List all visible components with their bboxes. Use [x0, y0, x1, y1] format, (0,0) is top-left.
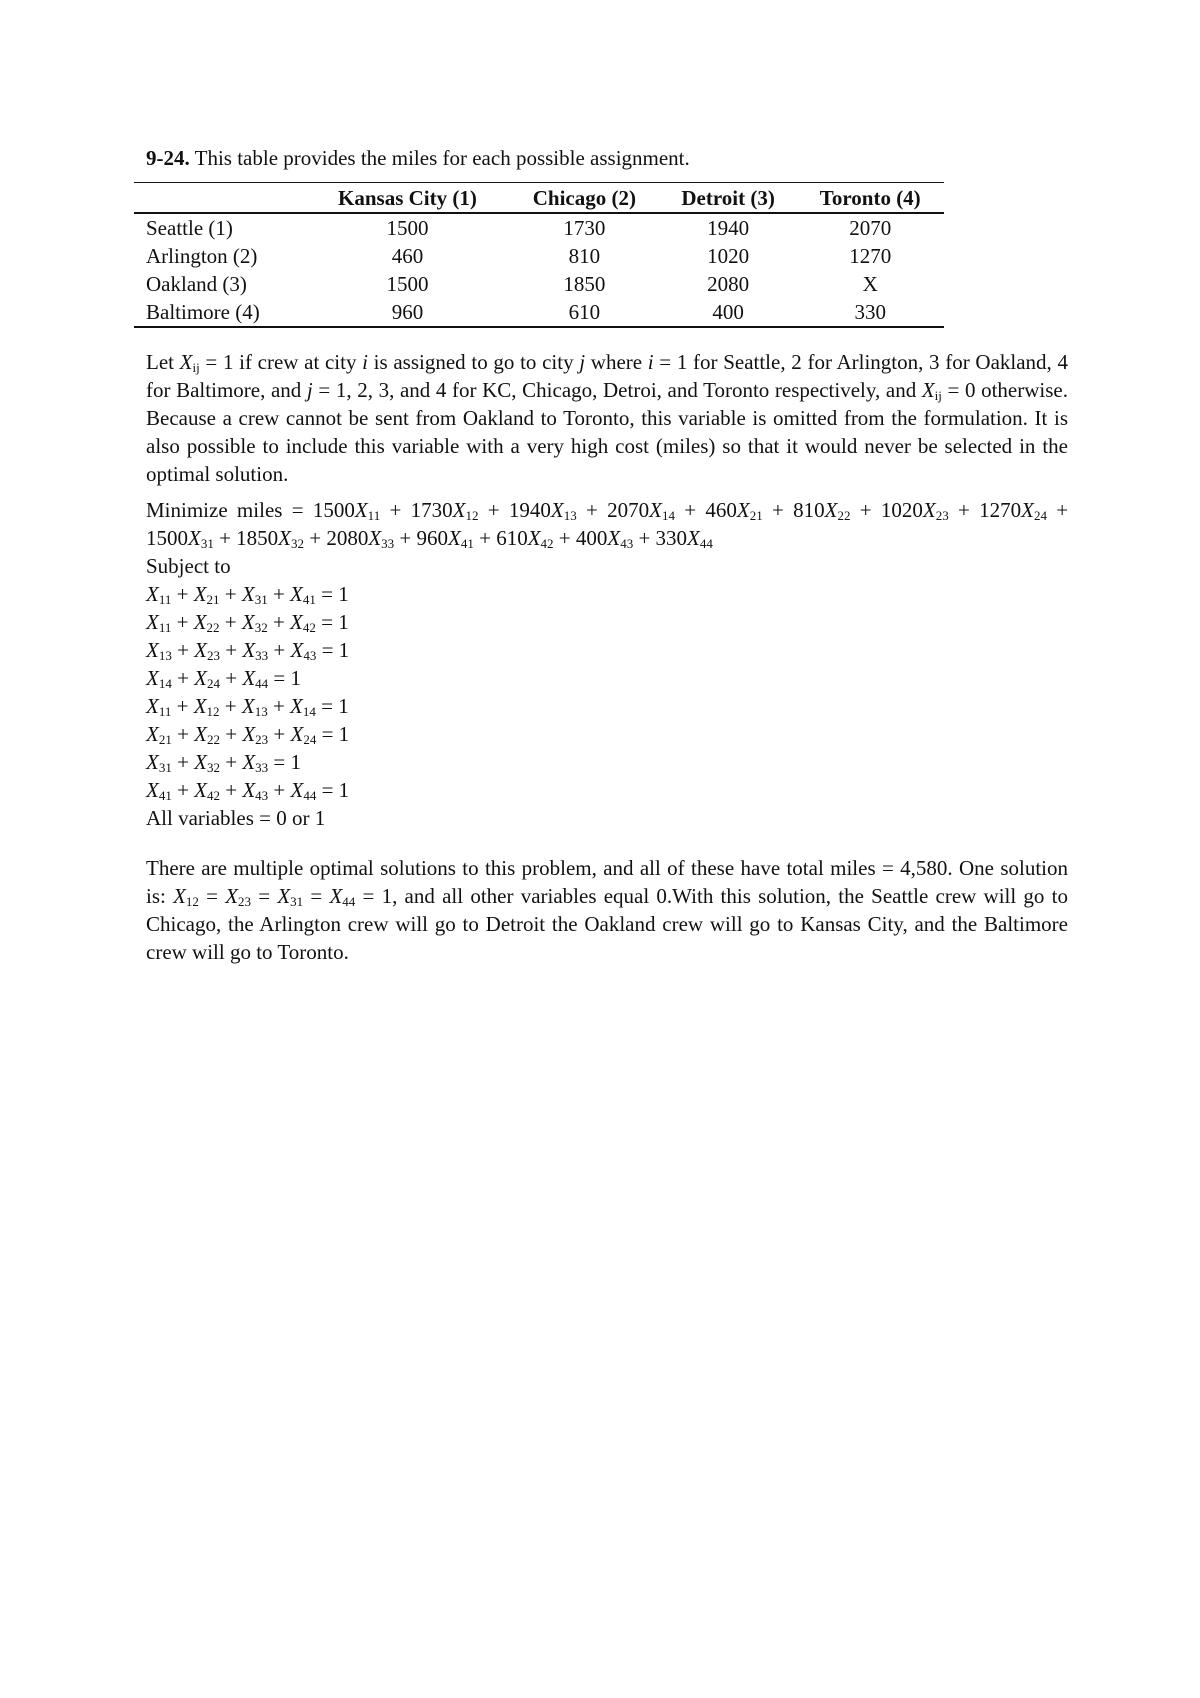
- plus-sign: +: [220, 722, 243, 746]
- variable-letter: X: [290, 778, 304, 802]
- variable-x: [290, 610, 316, 634]
- variable-definition: [146, 348, 1068, 488]
- variable-x: [194, 778, 220, 802]
- text-run: Let: [146, 350, 180, 374]
- text-run: = 1, and all other variables equal 0.With this solution, the Seattle crew will go to Chicago, the Arlington crew will go to Detroit the Oakland crew will go to Kansas City, and the Baltimore crew will go to Toronto.: [146, 884, 1068, 964]
- variable-x: [528, 526, 554, 550]
- term-coefficient: 610: [496, 526, 528, 550]
- table-cell: X: [862, 272, 878, 296]
- variable-subscript: 13: [158, 648, 172, 663]
- variable-x: [448, 526, 474, 550]
- variable-subscript: 24: [207, 676, 220, 691]
- plus-sign: +: [171, 666, 195, 690]
- variable-x: [923, 498, 949, 522]
- variable-letter: X: [290, 722, 304, 746]
- variable-subscript: ij: [934, 388, 942, 403]
- text-run: = 1, 2, 3, and 4 for KC, Chicago, Detroi, and Toronto respectively, and: [312, 378, 922, 402]
- variable-x: [146, 666, 172, 690]
- plus-sign: +: [171, 750, 195, 774]
- variable-letter: X: [242, 778, 256, 802]
- variable-x: [242, 582, 268, 606]
- plus-sign: +: [268, 638, 291, 662]
- constraint: [146, 664, 1068, 692]
- variable-letter: X: [193, 694, 207, 718]
- problem-number: 9-24.: [146, 146, 190, 170]
- constraints-block: [146, 552, 1068, 832]
- term-coefficient: 1730: [410, 498, 453, 522]
- variable-subscript: 14: [661, 508, 675, 523]
- variable-subscript: 13: [563, 508, 577, 523]
- plus-sign: +: [219, 582, 242, 606]
- variable-x: [368, 526, 394, 550]
- term-coefficient: 460: [705, 498, 737, 522]
- variable-x: [278, 526, 304, 550]
- variable-x: [453, 498, 479, 522]
- variable-subscript: 31: [200, 536, 214, 551]
- constraint: [146, 580, 1068, 608]
- plus-sign: +: [220, 750, 243, 774]
- plus-sign: +: [267, 694, 291, 718]
- subject-to-label: Subject to: [146, 554, 231, 578]
- variable-x: [194, 582, 220, 606]
- plus-sign: +: [633, 526, 656, 550]
- variable-subscript: 43: [255, 788, 269, 803]
- variable-subscript: 41: [158, 788, 172, 803]
- variable-letter: X: [607, 526, 621, 550]
- constraint-rhs: = 1: [316, 778, 350, 802]
- table-cell: 1020: [707, 244, 750, 268]
- plus-sign: +: [213, 526, 237, 550]
- variable-x: [355, 498, 380, 522]
- variable-subscript: 11: [367, 508, 381, 523]
- variable-subscript: 31: [158, 760, 172, 775]
- table-header-blank: [134, 183, 306, 214]
- variable-subscript: 21: [158, 732, 172, 747]
- document-page: [146, 144, 1068, 966]
- objective-term: [576, 526, 633, 550]
- table-row: [134, 270, 944, 298]
- variable-letter: X: [146, 722, 159, 746]
- plus-sign: +: [553, 526, 576, 550]
- variable-subscript: 41: [302, 592, 316, 607]
- variable-subscript: 42: [207, 788, 220, 803]
- variable-letter: X: [290, 610, 303, 634]
- variable-subscript: 12: [206, 704, 220, 719]
- plus-sign: +: [1046, 498, 1069, 522]
- variable-subscript: 33: [255, 648, 269, 663]
- row-label: Seattle (1): [146, 216, 233, 240]
- constraint: [146, 692, 1068, 720]
- variable-subscript: 44: [255, 676, 269, 691]
- constraint-rhs: = 1: [316, 638, 350, 662]
- variable-subscript: 21: [749, 508, 763, 523]
- table-row: [134, 298, 944, 327]
- table-header-toronto: Toronto (4): [796, 183, 944, 214]
- variable-letter: X: [550, 498, 564, 522]
- objective-term: [313, 498, 380, 522]
- variable-x: [242, 694, 268, 718]
- variable-subscript: 44: [303, 788, 317, 803]
- text-run: = 1 for Seattle, 2 for Arlington, 3 for Oakland, 4 for Baltimore, and: [146, 350, 1068, 402]
- variable-x: [194, 750, 220, 774]
- variable-subscript: 43: [620, 536, 634, 551]
- variable-x: [194, 610, 220, 634]
- variable-x: [180, 350, 200, 374]
- objective-term: [656, 526, 713, 550]
- plus-sign: +: [380, 498, 411, 522]
- variable-x: [242, 778, 268, 802]
- variable-subscript: 11: [158, 592, 172, 607]
- text-run: There are multiple optimal solutions to this problem, and all of these have total miles = 4,580. One solution is:: [146, 856, 1068, 908]
- variable-subscript: 22: [206, 620, 220, 635]
- plus-sign: +: [850, 498, 881, 522]
- variable-letter: X: [290, 582, 303, 606]
- row-label: Oakland (3): [146, 272, 247, 296]
- term-coefficient: 400: [575, 526, 608, 550]
- variable-x: [242, 722, 268, 746]
- variable-x: [242, 610, 268, 634]
- objective-term: [417, 526, 474, 550]
- table-cell: 460: [391, 244, 424, 268]
- plus-sign: +: [674, 498, 706, 522]
- variable-x: [825, 498, 851, 522]
- constraint: [146, 776, 1068, 804]
- variable-letter: X: [242, 750, 256, 774]
- plus-sign: +: [171, 610, 194, 634]
- term-coefficient: 1500: [312, 498, 355, 522]
- term-coefficient: 2080: [326, 526, 369, 550]
- variable-subscript: 23: [935, 508, 949, 523]
- objective-term: [496, 526, 553, 550]
- variable-x: [194, 694, 220, 718]
- variable-letter: X: [194, 778, 207, 802]
- plus-sign: +: [171, 694, 194, 718]
- variable-x: [146, 582, 171, 606]
- plus-sign: +: [171, 582, 194, 606]
- variable-letter: X: [290, 694, 303, 718]
- table-cell: 1270: [849, 244, 892, 268]
- problem-intro: This table provides the miles for each possible assignment.: [194, 146, 690, 170]
- variable-subscript: 24: [303, 732, 317, 747]
- plus-sign: +: [267, 582, 291, 606]
- plus-sign: +: [219, 694, 242, 718]
- variable-letter: X: [290, 638, 304, 662]
- variable-subscript: 32: [207, 760, 220, 775]
- variable-subscript: 44: [699, 536, 713, 551]
- variable-x: [290, 582, 316, 606]
- variable-x: [194, 666, 220, 690]
- variable-x: [737, 498, 763, 522]
- index-j: j: [306, 378, 313, 402]
- term-coefficient: 1020: [880, 498, 923, 522]
- text-run: = 1 if crew at city: [199, 350, 363, 374]
- term-coefficient: 810: [793, 498, 825, 522]
- variable-letter: X: [146, 694, 159, 718]
- table-cell: 2080: [707, 272, 750, 296]
- objective-term: [793, 498, 850, 522]
- term-coefficient: 1940: [508, 498, 551, 522]
- plus-sign: +: [267, 610, 291, 634]
- constraint-rhs: = 1: [315, 694, 349, 718]
- table-header-chicago: Chicago (2): [509, 183, 660, 214]
- variable-x: [1021, 498, 1047, 522]
- plus-sign: +: [220, 638, 243, 662]
- variable-subscript: 23: [238, 894, 252, 909]
- text-run: where: [585, 350, 648, 374]
- objective-label: Minimize miles =: [146, 498, 313, 522]
- variable-x: [607, 526, 633, 550]
- variable-subscript: 23: [255, 732, 269, 747]
- plus-sign: +: [171, 638, 195, 662]
- variable-letter: X: [194, 638, 207, 662]
- variable-letter: X: [687, 526, 700, 550]
- variable-subscript: 12: [465, 508, 479, 523]
- variable-x: [146, 722, 172, 746]
- variable-x: [194, 722, 220, 746]
- variable-letter: X: [277, 884, 291, 908]
- variable-letter: X: [1021, 498, 1034, 522]
- equals-sign: =: [251, 884, 278, 908]
- variable-subscript: 33: [255, 760, 269, 775]
- variable-letter: X: [146, 778, 159, 802]
- variable-letter: X: [736, 498, 750, 522]
- plus-sign: +: [219, 610, 242, 634]
- variable-x: [291, 778, 317, 802]
- constraint: [146, 748, 1068, 776]
- constraint: [146, 720, 1068, 748]
- problem-heading: [146, 144, 1068, 172]
- variable-letter: X: [824, 498, 838, 522]
- binary-restriction: All variables = 0 or 1: [146, 806, 326, 830]
- text-run: is assigned to go to city: [367, 350, 580, 374]
- plus-sign: +: [268, 778, 291, 802]
- index-j: j: [579, 350, 586, 374]
- index-i: i: [362, 350, 368, 374]
- table-cell: 610: [509, 298, 660, 327]
- index-i: i: [647, 350, 654, 374]
- table-row: [134, 242, 944, 270]
- variable-letter: X: [146, 582, 159, 606]
- constraint-rhs: = 1: [268, 666, 302, 690]
- plus-sign: +: [220, 666, 243, 690]
- variable-x: [242, 638, 268, 662]
- plus-sign: +: [171, 722, 195, 746]
- term-coefficient: 1850: [236, 526, 279, 550]
- variable-x: [146, 610, 171, 634]
- objective-term: [146, 526, 214, 550]
- variable-subscript: 42: [302, 620, 316, 635]
- equals-sign: =: [198, 884, 226, 908]
- variable-x: [146, 638, 172, 662]
- variable-x: [225, 884, 251, 908]
- constraint-rhs: = 1: [315, 610, 349, 634]
- term-coefficient: 2070: [607, 498, 650, 522]
- plus-sign: +: [268, 722, 291, 746]
- objective-term: [979, 498, 1047, 522]
- variable-subscript: 12: [185, 894, 199, 909]
- variable-subscript: 14: [158, 676, 172, 691]
- variable-letter: X: [146, 666, 159, 690]
- variable-x: [687, 526, 713, 550]
- variable-subscript: 41: [460, 536, 474, 551]
- variable-letter: X: [194, 666, 207, 690]
- table-header-kansas-city: Kansas City (1): [306, 183, 509, 214]
- constraint-rhs: = 1: [268, 750, 302, 774]
- table-cell: 400: [660, 298, 797, 327]
- variable-x: [291, 722, 317, 746]
- variable-letter: X: [329, 884, 343, 908]
- variable-x: [242, 750, 268, 774]
- variable-letter: X: [241, 582, 255, 606]
- variable-subscript: 31: [290, 894, 304, 909]
- table-cell: 2070: [849, 216, 892, 240]
- solution-variables: [173, 884, 355, 908]
- variable-letter: X: [241, 610, 255, 634]
- variable-subscript: 24: [1033, 508, 1047, 523]
- variable-subscript: ij: [192, 360, 200, 375]
- variable-subscript: 32: [291, 536, 304, 551]
- term-coefficient: 960: [416, 526, 449, 550]
- variable-subscript: 22: [207, 732, 220, 747]
- variable-x: [922, 378, 942, 402]
- variable-x: [277, 884, 303, 908]
- variable-x: [242, 666, 268, 690]
- variable-x: [188, 526, 214, 550]
- variable-x: [146, 778, 172, 802]
- variable-subscript: 11: [158, 704, 172, 719]
- variable-x: [329, 884, 355, 908]
- plus-sign: +: [220, 778, 243, 802]
- variable-letter: X: [368, 526, 382, 550]
- variable-letter: X: [173, 884, 186, 908]
- variable-subscript: 21: [206, 592, 220, 607]
- table-row: [134, 213, 944, 242]
- objective-term: [705, 498, 762, 522]
- plus-sign: +: [304, 526, 327, 550]
- table-cell: 330: [796, 298, 944, 327]
- equals-sign: =: [303, 884, 330, 908]
- variable-letter: X: [146, 638, 159, 662]
- table-cell: 1500: [386, 216, 429, 240]
- table-cell: 810: [568, 244, 601, 268]
- variable-letter: X: [193, 610, 207, 634]
- variable-x: [173, 884, 199, 908]
- variable-subscript: 23: [207, 648, 220, 663]
- variable-subscript: 31: [254, 592, 268, 607]
- variable-letter: X: [146, 610, 159, 634]
- variable-subscript: 22: [837, 508, 851, 523]
- variable-letter: X: [194, 750, 207, 774]
- variable-subscript: 42: [540, 536, 554, 551]
- variable-subscript: 33: [381, 536, 395, 551]
- variable-letter: X: [225, 884, 239, 908]
- variable-letter: X: [354, 498, 368, 522]
- variable-x: [146, 694, 171, 718]
- variable-subscript: 13: [254, 704, 268, 719]
- objective-term: [881, 498, 949, 522]
- variable-subscript: 44: [342, 894, 356, 909]
- term-coefficient: 1270: [979, 498, 1022, 522]
- variable-letter: X: [194, 722, 207, 746]
- term-coefficient: 1500: [146, 526, 188, 550]
- variable-letter: X: [241, 694, 255, 718]
- variable-x: [551, 498, 577, 522]
- variable-letter: X: [452, 498, 466, 522]
- table-cell: 1500: [386, 272, 429, 296]
- variable-x: [291, 638, 317, 662]
- variable-subscript: 32: [254, 620, 268, 635]
- miles-table: [134, 182, 944, 328]
- plus-sign: +: [478, 498, 509, 522]
- objective-term: [607, 498, 675, 522]
- variable-letter: X: [922, 498, 936, 522]
- objective-term: [236, 526, 304, 550]
- plus-sign: +: [948, 498, 980, 522]
- constraint: [146, 636, 1068, 664]
- variable-letter: X: [921, 378, 935, 402]
- plus-sign: +: [576, 498, 608, 522]
- variable-x: [649, 498, 675, 522]
- variable-letter: X: [179, 350, 193, 374]
- text-run: = 0 otherwise. Because a crew cannot be sent from Oakland to Toronto, this variable is omitted from the formulation. It is also possible to include this variable with a very high cost (miles) so that it would never be selected in the optimal solution.: [146, 378, 1068, 486]
- plus-sign: +: [394, 526, 417, 550]
- variable-letter: X: [278, 526, 291, 550]
- objective-term: [509, 498, 577, 522]
- variable-letter: X: [527, 526, 541, 550]
- table-cell: 1730: [563, 216, 606, 240]
- variable-subscript: 11: [158, 620, 172, 635]
- variable-x: [146, 750, 172, 774]
- variable-letter: X: [649, 498, 662, 522]
- table-cell: 1940: [707, 216, 750, 240]
- variable-letter: X: [242, 638, 256, 662]
- row-label: Baltimore (4): [134, 298, 306, 327]
- variable-letter: X: [188, 526, 201, 550]
- table-header-detroit: Detroit (3): [660, 183, 797, 214]
- constraint-list: [146, 580, 1068, 804]
- objective-term: [411, 498, 479, 522]
- constraint-rhs: = 1: [315, 582, 349, 606]
- variable-letter: X: [242, 722, 256, 746]
- variable-subscript: 14: [302, 704, 316, 719]
- term-coefficient: 330: [655, 526, 688, 550]
- objective-term: [326, 526, 394, 550]
- plus-sign: +: [762, 498, 794, 522]
- solution-paragraph: [146, 854, 1068, 966]
- variable-letter: X: [193, 582, 207, 606]
- variable-letter: X: [448, 526, 461, 550]
- objective-function: [146, 496, 1068, 552]
- constraint: [146, 608, 1068, 636]
- plus-sign: +: [171, 778, 195, 802]
- row-label: Arlington (2): [146, 244, 258, 268]
- constraint-rhs: = 1: [316, 722, 350, 746]
- table-cell: 960: [306, 298, 509, 327]
- variable-x: [194, 638, 220, 662]
- plus-sign: +: [473, 526, 497, 550]
- variable-letter: X: [146, 750, 159, 774]
- variable-letter: X: [242, 666, 256, 690]
- variable-x: [290, 694, 316, 718]
- variable-subscript: 43: [303, 648, 317, 663]
- table-header-row: [134, 183, 944, 214]
- table-cell: 1850: [563, 272, 606, 296]
